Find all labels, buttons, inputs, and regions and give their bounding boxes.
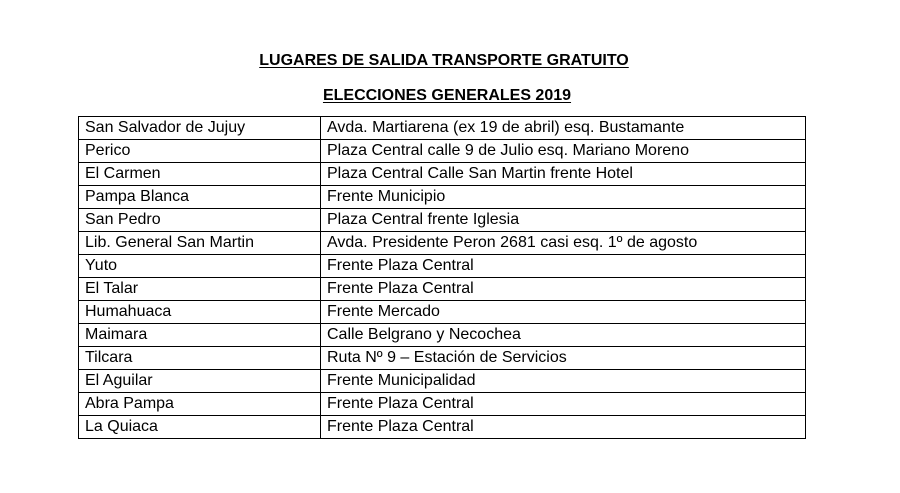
table-row	[79, 117, 806, 140]
place-cell: El Talar	[79, 278, 321, 301]
place-cell: El Carmen	[79, 163, 321, 186]
table-row	[79, 301, 806, 324]
table-row	[79, 255, 806, 278]
table-row	[79, 278, 806, 301]
table-row	[79, 232, 806, 255]
place-cell: El Aguilar	[79, 370, 321, 393]
departure-locations-table	[78, 116, 806, 439]
place-cell: Pampa Blanca	[79, 186, 321, 209]
place-cell: San Salvador de Jujuy	[79, 117, 321, 140]
location-cell: Calle Belgrano y Necochea	[321, 324, 806, 347]
location-cell: Ruta Nº 9 – Estación de Servicios	[321, 347, 806, 370]
location-cell: Frente Municipalidad	[321, 370, 806, 393]
table-row	[79, 347, 806, 370]
document-subtitle: ELECCIONES GENERALES 2019	[322, 87, 572, 104]
location-cell: Avda. Martiarena (ex 19 de abril) esq. Bustamante	[321, 117, 806, 140]
table-row	[79, 324, 806, 347]
place-cell: La Quiaca	[79, 416, 321, 439]
table-row	[79, 393, 806, 416]
place-cell: Lib. General San Martin	[79, 232, 321, 255]
location-cell: Frente Plaza Central	[321, 416, 806, 439]
location-cell: Plaza Central frente Iglesia	[321, 209, 806, 232]
table-row	[79, 370, 806, 393]
location-cell: Frente Mercado	[321, 301, 806, 324]
place-cell: Yuto	[79, 255, 321, 278]
place-cell: San Pedro	[79, 209, 321, 232]
table-row	[79, 163, 806, 186]
document-title: LUGARES DE SALIDA TRANSPORTE GRATUITO	[259, 52, 629, 69]
table-row	[79, 186, 806, 209]
place-cell: Maimara	[79, 324, 321, 347]
location-cell: Frente Plaza Central	[321, 278, 806, 301]
place-cell: Abra Pampa	[79, 393, 321, 416]
table-row	[79, 140, 806, 163]
table-row	[79, 209, 806, 232]
location-cell: Plaza Central calle 9 de Julio esq. Mariano Moreno	[321, 140, 806, 163]
location-cell: Frente Municipio	[321, 186, 806, 209]
location-cell: Frente Plaza Central	[321, 255, 806, 278]
location-cell: Avda. Presidente Peron 2681 casi esq. 1º de agosto	[321, 232, 806, 255]
place-cell: Tilcara	[79, 347, 321, 370]
place-cell: Perico	[79, 140, 321, 163]
table-row	[79, 416, 806, 439]
place-cell: Humahuaca	[79, 301, 321, 324]
location-cell: Frente Plaza Central	[321, 393, 806, 416]
location-cell: Plaza Central Calle San Martin frente Hotel	[321, 163, 806, 186]
